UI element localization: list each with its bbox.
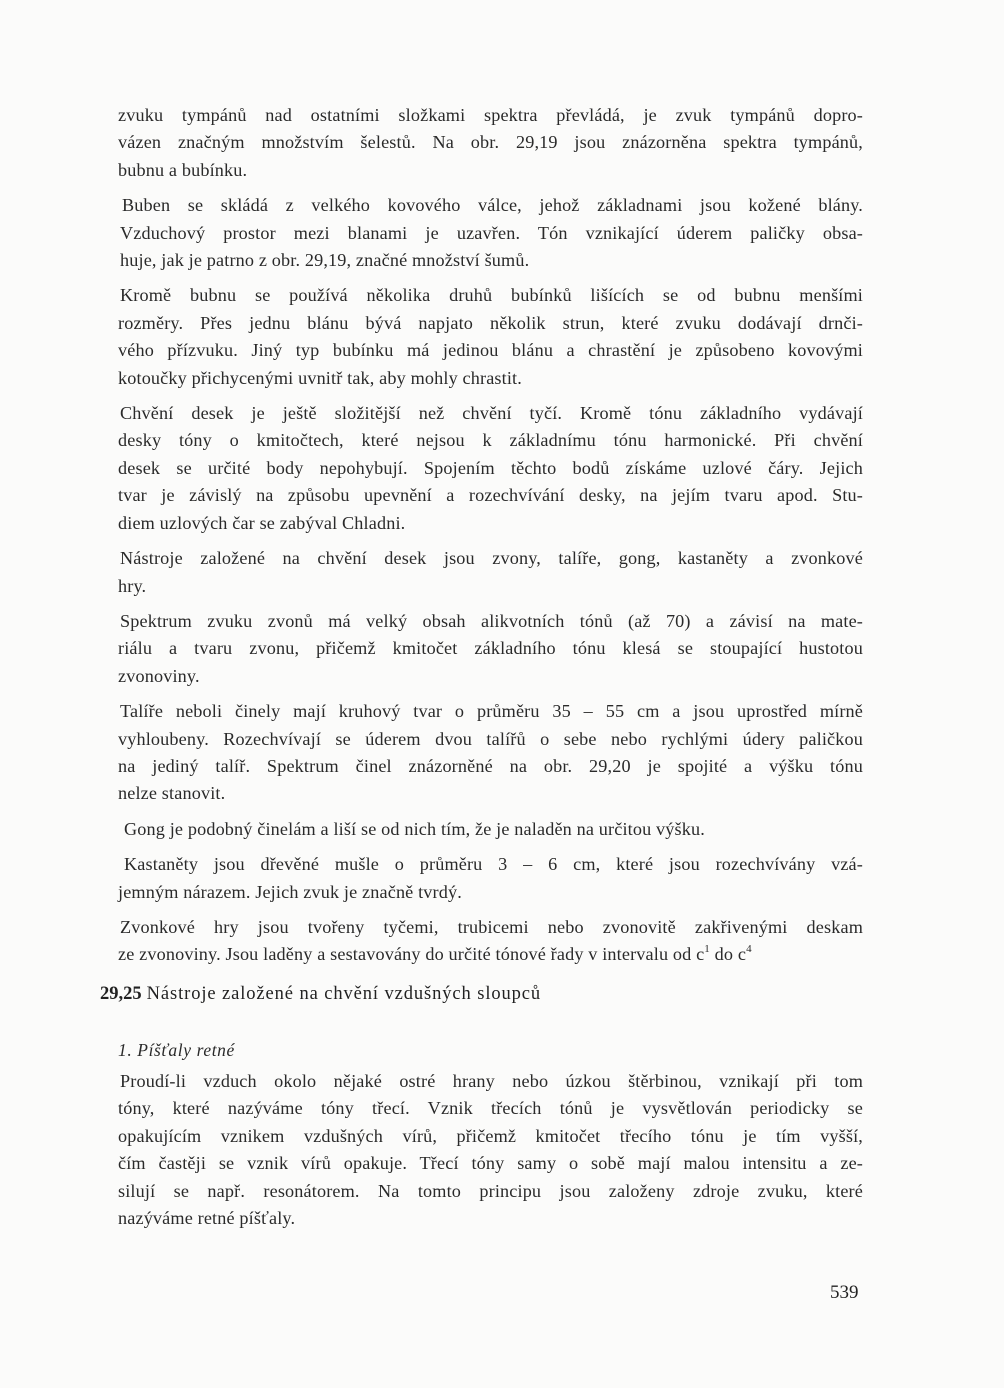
paragraph <box>118 914 863 969</box>
text-line: silují se např. resonátorem. Na tomto principu jsou založeny zdroje zvuku, které <box>118 1180 863 1201</box>
text-line: na jediný talíř. Spektrum činel znázorněné na obr. 29,20 je spojité a výšku tónu <box>118 755 863 776</box>
text-line: vyhloubeny. Rozechvívají se úderem dvou talířů o sebe nebo rychlými údery paličkou <box>118 728 863 749</box>
text-line: Spektrum zvuku zvonů má velký obsah alikvotních tónů (až 70) a závisí na mate- <box>120 610 863 631</box>
text-line: Nástroje založené na chvění desek jsou zvony, talíře, gong, kastaněty a zvonkové <box>120 548 863 569</box>
text-line: desek se určité body nepohybují. Spojením těchto bodů získáme uzlové čáry. Jejich <box>118 457 863 478</box>
text-line: vázen značným množstvím šelestů. Na obr. 29,19 jsou znázorněna spektra tympánů, <box>118 132 863 153</box>
text-line: desky tóny o kmitočtech, které nejsou k základnímu tónu harmonické. Při chvění <box>118 430 863 451</box>
text-line: huje, jak je patrno z obr. 29,19, značné množství šumů. <box>120 250 530 271</box>
body-text-top <box>118 102 863 977</box>
text-segment: do c <box>709 944 747 965</box>
text-line: Vzduchový prostor mezi blanami je uzavřen. Tón vznikající úderem paličky obsa- <box>120 222 863 243</box>
paragraph <box>118 816 863 843</box>
text-line: Chvění desek je ještě složitější než chvění tyčí. Kromě tónu základního vydávají <box>120 403 863 424</box>
paragraph <box>118 545 863 600</box>
paragraph <box>118 282 863 392</box>
text-line: riálu a tvaru zvonu, přičemž kmitočet základního tónu klesá se stoupající hustotou <box>118 638 863 659</box>
text-line: opakujícím vznikem vzdušných vírů, přičemž kmitočet třecího tónu je tím vyšší, <box>118 1125 863 1146</box>
section-heading <box>100 984 541 1005</box>
text-line: kotoučky přichycenými uvnitř tak, aby mohly chrastit. <box>118 367 522 388</box>
text-line: Talíře neboli činely mají kruhový tvar o průměru 35 – 55 cm a jsou uprostřed mírně <box>120 701 863 722</box>
superscript: 1 <box>704 943 710 956</box>
text-segment: ze zvonoviny. Jsou laděny a sestavovány do určité tónové řady v intervalu od c <box>118 944 705 965</box>
body-text-bottom <box>118 1068 863 1240</box>
text-line: hry. <box>118 575 147 596</box>
text-line <box>118 941 863 968</box>
text-line: diem uzlových čar se zabýval Chladni. <box>118 512 406 533</box>
text-line: jemným nárazem. Jejich zvuk je značně tvrdý. <box>118 881 462 902</box>
page-number: 539 <box>830 1282 859 1303</box>
text-line: tóny, které nazýváme tóny třecí. Vznik třecích tónů je vysvětlován periodicky se <box>118 1098 863 1119</box>
text-line: tvar je závislý na způsobu upevnění a rozechvívání desky, na jejím tvaru apod. Stu- <box>118 485 863 506</box>
paragraph <box>118 698 863 808</box>
text-line: nelze stanovit. <box>118 783 226 804</box>
text-line: Buben se skládá z velkého kovového válce, jehož základnami jsou kožené blány. <box>122 195 863 216</box>
paragraph <box>118 400 863 537</box>
text-line: bubnu a bubínku. <box>118 159 248 180</box>
paragraph <box>118 608 863 690</box>
text-line: rozměry. Přes jednu blánu bývá napjato několik strun, které zvuku dodávají drnči- <box>118 312 863 333</box>
paragraph <box>118 192 863 274</box>
section-title: Nástroje založené na chvění vzdušných sloupců <box>146 984 542 1004</box>
text-line: Kastaněty jsou dřevěné mušle o průměru 3 – 6 cm, které jsou rozechvívány vzá- <box>124 854 863 875</box>
paragraph <box>118 851 863 906</box>
text-line: nazýváme retné píšťaly. <box>118 1208 296 1229</box>
text-line: zvonoviny. <box>118 665 200 686</box>
text-line: zvuku tympánů nad ostatními složkami spektra převládá, je zvuk tympánů dopro- <box>118 105 863 125</box>
paragraph <box>118 1068 863 1232</box>
text-line: vého přízvuku. Jiný typ bubínku má jedinou blánu a chrastění je způsobeno kovovými <box>118 340 863 361</box>
text-line: Gong je podobný činelám a liší se od nich tím, že je naladěn na určitou výšku. <box>124 818 705 839</box>
section-number: 29,25 <box>100 984 142 1004</box>
text-line: Kromě bubnu se používá několika druhů bubínků lišících se od bubnu menšími <box>120 285 863 306</box>
superscript: 4 <box>746 943 752 956</box>
text-line: Zvonkové hry jsou tvořeny tyčemi, trubicemi nebo zvonovitě zakřivenými deskam <box>120 916 863 937</box>
paragraph <box>118 102 863 184</box>
text-line: Proudí-li vzduch okolo nějaké ostré hrany nebo úzkou štěrbinou, vznikají při tom <box>120 1071 863 1091</box>
subsection-heading: 1. Píšťaly retné <box>118 1040 235 1060</box>
text-line: čím častěji se vznik vírů opakuje. Třecí tóny samy o sobě mají malou intensitu a ze- <box>118 1153 863 1174</box>
